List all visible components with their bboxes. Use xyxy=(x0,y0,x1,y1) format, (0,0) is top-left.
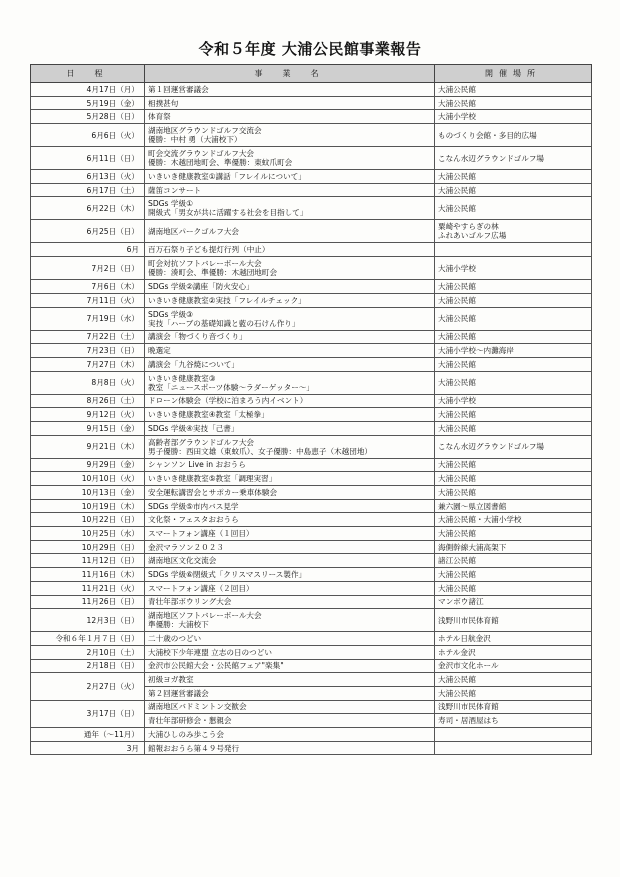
place-line: 大浦公民館 xyxy=(438,474,476,484)
event-cell xyxy=(145,609,435,632)
event-line: いきいき健康教室②実技「フレイルチェック」 xyxy=(148,295,306,305)
event-cell xyxy=(145,330,435,344)
date-cell: 7月6日（木） xyxy=(31,280,145,294)
table-row xyxy=(31,554,592,568)
event-cell xyxy=(145,293,435,307)
place-line: ホテル日航金沢 xyxy=(438,634,491,644)
place-cell xyxy=(435,645,592,659)
page-title: 令和５年度 大浦公民館事業報告 xyxy=(198,40,422,58)
place-cell xyxy=(435,458,592,472)
place-line: 大浦公民館 xyxy=(438,98,476,108)
place-cell xyxy=(435,220,592,243)
date-cell: 10月10日（火） xyxy=(31,472,145,486)
event-column-header: 事 業 名 xyxy=(145,65,435,83)
table-row xyxy=(31,568,592,582)
table-row xyxy=(31,83,592,97)
date-cell: 2月10日（土） xyxy=(31,645,145,659)
place-cell xyxy=(435,540,592,554)
date-cell: 5月19日（金） xyxy=(31,96,145,110)
event-line: スマートフォン講座（１回目） xyxy=(148,528,254,538)
date-cell: 9月12日（火） xyxy=(31,408,145,422)
event-cell xyxy=(145,243,435,257)
table-row xyxy=(31,728,592,742)
event-line: 晩選定 xyxy=(148,346,171,356)
event-line: 金沢マラソン２０２３ xyxy=(148,542,224,552)
place-line: 大浦公民館・大浦小学校 xyxy=(438,515,522,525)
place-line: 粟崎やすらぎの林 xyxy=(438,222,499,232)
table-row xyxy=(31,513,592,527)
table-header-row xyxy=(31,65,592,83)
event-line: 薩笛コンサート xyxy=(148,185,202,195)
event-line: SDGs 学級③ xyxy=(148,309,193,319)
date-cell: 10月22日（日） xyxy=(31,513,145,527)
event-line: 湖南地区パークゴルフ大会 xyxy=(148,226,239,236)
date-cell: 3月17日（日） xyxy=(31,700,145,727)
event-cell: 青壮年部研修会・懇親会 xyxy=(145,714,435,728)
date-cell: 令和６年１月７日（日） xyxy=(31,632,145,646)
event-cell xyxy=(145,307,435,330)
event-cell: 湖南地区バドミントン交歓会 xyxy=(145,700,435,714)
table-row xyxy=(31,458,592,472)
event-line: 青壮年部ボウリング大会 xyxy=(148,597,232,607)
place-line: 大浦小学校〜内灘海岸 xyxy=(438,346,514,356)
place-cell: 浅野川市民体育館 xyxy=(435,700,592,714)
date-cell: 4月17日（月） xyxy=(31,83,145,97)
table-row xyxy=(31,741,592,755)
table-row xyxy=(31,421,592,435)
event-cell xyxy=(145,394,435,408)
place-cell xyxy=(435,632,592,646)
date-cell: 7月11日（火） xyxy=(31,293,145,307)
place-cell xyxy=(435,728,592,742)
table-row xyxy=(31,609,592,632)
table-row xyxy=(31,357,592,371)
place-cell xyxy=(435,280,592,294)
event-cell xyxy=(145,472,435,486)
place-cell xyxy=(435,581,592,595)
event-cell xyxy=(145,197,435,220)
place-cell xyxy=(435,330,592,344)
place-line: 大浦公民館 xyxy=(438,460,476,470)
place-cell xyxy=(435,486,592,500)
date-cell: 10月25日（水） xyxy=(31,527,145,541)
event-cell xyxy=(145,458,435,472)
date-cell: 11月26日（日） xyxy=(31,595,145,609)
table-row xyxy=(31,540,592,554)
place-line: 大浦公民館 xyxy=(438,281,476,291)
place-line: 大浦公民館 xyxy=(438,84,476,94)
place-line: 海側幹線大浦高架下 xyxy=(438,542,507,552)
event-line: 講演会「九谷焼について」 xyxy=(148,359,239,369)
place-line: 大浦公民館 xyxy=(438,528,476,538)
event-cell xyxy=(145,659,435,673)
date-cell: 11月21日（火） xyxy=(31,581,145,595)
date-cell: 6月13日（火） xyxy=(31,170,145,184)
place-cell xyxy=(435,124,592,147)
event-line: 町会交流グラウンドゴルフ大会 xyxy=(148,149,255,159)
event-line: 教室「ニュースポーツ体験〜ラダーゲッター〜」 xyxy=(148,382,314,392)
place-line: 諸江公民館 xyxy=(438,556,476,566)
table-row xyxy=(31,307,592,330)
place-cell xyxy=(435,307,592,330)
event-cell xyxy=(145,344,435,358)
table-row xyxy=(31,435,592,458)
table-row xyxy=(31,527,592,541)
place-cell xyxy=(435,197,592,220)
event-line: 優勝：中村 勇（大浦校下） xyxy=(148,135,242,145)
event-line: SDGs 学級④実技「己書」 xyxy=(148,423,239,433)
table-row xyxy=(31,330,592,344)
event-cell xyxy=(145,435,435,458)
table-row xyxy=(31,170,592,184)
table-row xyxy=(31,499,592,513)
place-cell xyxy=(435,609,592,632)
table-row xyxy=(31,110,592,124)
date-cell: 11月12日（日） xyxy=(31,554,145,568)
table-row xyxy=(31,394,592,408)
table-row xyxy=(31,371,592,394)
place-line: 兼六園〜県立図書館 xyxy=(438,501,507,511)
date-cell: 7月27日（木） xyxy=(31,357,145,371)
place-cell xyxy=(435,527,592,541)
event-cell xyxy=(145,741,435,755)
place-line: 浅野川市民体育館 xyxy=(438,615,499,625)
date-cell: 6月6日（火） xyxy=(31,124,145,147)
place-cell xyxy=(435,357,592,371)
date-cell: 6月25日（日） xyxy=(31,220,145,243)
event-line: 大浦ひしのみ歩こう会 xyxy=(148,729,224,739)
table-row xyxy=(31,293,592,307)
event-line: SDGs 学級②講座「防火安心」 xyxy=(148,281,254,291)
place-line: 大浦公民館 xyxy=(438,487,476,497)
place-cell xyxy=(435,243,592,257)
event-line: SDGs 学級⑤市内バス見学 xyxy=(148,501,239,511)
place-cell: 大浦公民館 xyxy=(435,686,592,700)
table-row xyxy=(31,183,592,197)
event-line: 大浦校下少年連盟 立志の日のつどい xyxy=(148,647,272,657)
event-cell xyxy=(145,170,435,184)
table-row xyxy=(31,645,592,659)
place-line: こなん水辺グラウンドゴルフ場 xyxy=(438,442,545,452)
event-line: いきいき健康教室④教室「太極拳」 xyxy=(148,410,269,420)
event-cell xyxy=(145,83,435,97)
place-cell xyxy=(435,568,592,582)
place-line: マンボウ諸江 xyxy=(438,597,484,607)
event-cell xyxy=(145,554,435,568)
event-line: 優勝：木越団地町会、準優勝：東蚊爪町会 xyxy=(148,158,293,168)
place-line: 大浦公民館 xyxy=(438,410,476,420)
date-cell: 9月15日（金） xyxy=(31,421,145,435)
table-row xyxy=(31,700,592,714)
place-cell xyxy=(435,595,592,609)
place-cell xyxy=(435,110,592,124)
place-cell: 寿司・居酒屋はち xyxy=(435,714,592,728)
event-line: スマートフォン講座（２回目） xyxy=(148,583,254,593)
event-line: 開級式「男女が共に活躍する社会を目指して」 xyxy=(148,208,308,218)
event-cell xyxy=(145,568,435,582)
table-row xyxy=(31,659,592,673)
place-cell xyxy=(435,659,592,673)
event-cell xyxy=(145,527,435,541)
date-cell: 6月11日（日） xyxy=(31,147,145,170)
place-cell xyxy=(435,435,592,458)
date-cell: 11月16日（木） xyxy=(31,568,145,582)
date-cell: 通年（〜11月） xyxy=(31,728,145,742)
date-cell: 7月19日（水） xyxy=(31,307,145,330)
event-line: 湖南地区グラウンドゴルフ交流会 xyxy=(148,126,262,136)
place-line: 大浦公民館 xyxy=(438,171,476,181)
event-line: いきいき健康教室⑤教室「調理実習」 xyxy=(148,474,277,484)
table-row xyxy=(31,673,592,687)
event-line: SDGs 学級① xyxy=(148,199,193,209)
date-cell: 9月21日（木） xyxy=(31,435,145,458)
place-cell xyxy=(435,293,592,307)
event-report-table xyxy=(30,64,592,755)
place-cell xyxy=(435,83,592,97)
table-row xyxy=(31,257,592,280)
event-cell xyxy=(145,147,435,170)
date-cell: 8月8日（火） xyxy=(31,371,145,394)
date-cell: 8月26日（土） xyxy=(31,394,145,408)
event-cell xyxy=(145,110,435,124)
place-line: 大浦公民館 xyxy=(438,314,476,323)
place-line: 大浦公民館 xyxy=(438,423,476,433)
event-line: いきいき健康教室①講話「フレイルについて」 xyxy=(148,171,306,181)
table-row xyxy=(31,632,592,646)
event-line: 館報おおうら第４９号発行 xyxy=(148,743,240,753)
event-line: ドローン体験会（学校に泊まろう内イベント） xyxy=(148,396,308,406)
place-line: 大浦公民館 xyxy=(438,332,476,342)
event-cell xyxy=(145,371,435,394)
event-cell xyxy=(145,96,435,110)
event-line: シャンソン Live in おおうら xyxy=(148,460,246,470)
place-line: こなん水辺グラウンドゴルフ場 xyxy=(438,153,545,163)
event-cell xyxy=(145,357,435,371)
place-line: 大浦公民館 xyxy=(438,203,476,213)
date-cell: 6月 xyxy=(31,243,145,257)
place-cell xyxy=(435,554,592,568)
place-cell xyxy=(435,147,592,170)
table-row xyxy=(31,220,592,243)
event-cell: 初級ヨガ教室 xyxy=(145,673,435,687)
table-row xyxy=(31,197,592,220)
date-cell: 9月29日（金） xyxy=(31,458,145,472)
place-cell xyxy=(435,421,592,435)
event-line: SDGs 学級⑥閉級式「クリスマスリース製作」 xyxy=(148,569,307,579)
place-line: 大浦公民館 xyxy=(438,185,476,195)
event-cell xyxy=(145,220,435,243)
place-cell xyxy=(435,170,592,184)
event-line: 準優勝：大浦校下 xyxy=(148,620,209,630)
date-cell: 12月3日（日） xyxy=(31,609,145,632)
table-row xyxy=(31,147,592,170)
place-line: ふれあいゴルフ広場 xyxy=(438,231,507,241)
event-cell xyxy=(145,280,435,294)
table-row xyxy=(31,344,592,358)
event-cell xyxy=(145,124,435,147)
place-cell xyxy=(435,499,592,513)
place-line: 大浦公民館 xyxy=(438,359,476,369)
table-row xyxy=(31,96,592,110)
date-column-header: 日 程 xyxy=(31,65,145,83)
table-row xyxy=(31,472,592,486)
event-line: 二十歳のつどい xyxy=(148,634,202,644)
table-body xyxy=(31,83,592,755)
date-cell: 7月22日（土） xyxy=(31,330,145,344)
event-line: 第１回運営審議会 xyxy=(148,84,209,94)
place-cell xyxy=(435,371,592,394)
date-cell: 10月19日（木） xyxy=(31,499,145,513)
place-line: 金沢市文化ホール xyxy=(438,661,499,671)
date-cell: 6月17日（土） xyxy=(31,183,145,197)
event-cell xyxy=(145,183,435,197)
event-cell xyxy=(145,595,435,609)
event-line: 町会対抗ソフトバレーボール大会 xyxy=(148,259,262,269)
place-cell xyxy=(435,257,592,280)
place-cell xyxy=(435,513,592,527)
event-line: 高齢者部グラウンドゴルフ大会 xyxy=(148,437,255,447)
place-line: 大浦公民館 xyxy=(438,569,476,579)
table-row xyxy=(31,243,592,257)
event-cell xyxy=(145,728,435,742)
table-row xyxy=(31,581,592,595)
event-line: いきいき健康教室③ xyxy=(148,373,216,383)
event-line: 湖南地区文化交流会 xyxy=(148,556,217,566)
place-line: 大浦小学校 xyxy=(438,112,476,122)
place-line: 大浦小学校 xyxy=(438,396,476,406)
event-line: 金沢市公民館大会・公民館フェア"楽集" xyxy=(148,661,284,671)
place-cell: 大浦公民館 xyxy=(435,673,592,687)
place-cell xyxy=(435,408,592,422)
event-line: 体育祭 xyxy=(148,112,171,122)
table-row xyxy=(31,124,592,147)
event-cell xyxy=(145,486,435,500)
event-line: 安全運転講習会とサポカー乗車体験会 xyxy=(148,487,278,497)
event-line: 文化祭・フェスタおおうら xyxy=(148,515,239,525)
place-cell xyxy=(435,394,592,408)
date-cell: 7月23日（日） xyxy=(31,344,145,358)
event-line: 湖南地区ソフトバレーボール大会 xyxy=(148,611,262,621)
date-cell: 7月2日（日） xyxy=(31,257,145,280)
date-cell: 2月18日（日） xyxy=(31,659,145,673)
event-cell xyxy=(145,540,435,554)
event-line: 実技「ハーブの基礎知識と藍の石けん作り」 xyxy=(148,318,300,328)
event-line: 百万石祭り子ども提灯行列（中止） xyxy=(148,245,270,255)
date-cell: 6月22日（木） xyxy=(31,197,145,220)
event-cell xyxy=(145,499,435,513)
event-cell xyxy=(145,632,435,646)
table-row xyxy=(31,486,592,500)
place-line: 大浦公民館 xyxy=(438,583,476,593)
table-row xyxy=(31,280,592,294)
place-line: ものづくり会館・多目的広場 xyxy=(438,130,537,140)
event-cell xyxy=(145,257,435,280)
event-cell xyxy=(145,581,435,595)
table-row xyxy=(31,408,592,422)
place-line: ホテル金沢 xyxy=(438,647,476,657)
place-cell xyxy=(435,344,592,358)
event-line: 男子優勝：西田文雄（東蚊爪）、女子優勝：中島恵子（木越団地） xyxy=(148,446,373,456)
event-cell xyxy=(145,645,435,659)
event-line: 優勝：湊町会、準優勝：木越団地町会 xyxy=(148,268,278,278)
date-cell: 2月27日（火） xyxy=(31,673,145,700)
table-row xyxy=(31,595,592,609)
place-column-header: 開催場所 xyxy=(435,65,592,83)
event-cell xyxy=(145,421,435,435)
date-cell: 5月28日（日） xyxy=(31,110,145,124)
place-cell xyxy=(435,472,592,486)
event-cell: 第２回運営審議会 xyxy=(145,686,435,700)
place-cell xyxy=(435,183,592,197)
place-cell xyxy=(435,741,592,755)
date-cell: 10月29日（日） xyxy=(31,540,145,554)
place-cell xyxy=(435,96,592,110)
date-cell: 10月13日（金） xyxy=(31,486,145,500)
place-line: 大浦公民館 xyxy=(438,378,476,388)
date-cell: 3月 xyxy=(31,741,145,755)
event-cell xyxy=(145,408,435,422)
event-cell xyxy=(145,513,435,527)
event-line: 相撲甚句 xyxy=(148,98,179,108)
place-line: 大浦公民館 xyxy=(438,295,476,305)
event-line: 講演会「物づくり音づくり」 xyxy=(148,332,247,342)
place-line: 大浦小学校 xyxy=(438,263,476,273)
